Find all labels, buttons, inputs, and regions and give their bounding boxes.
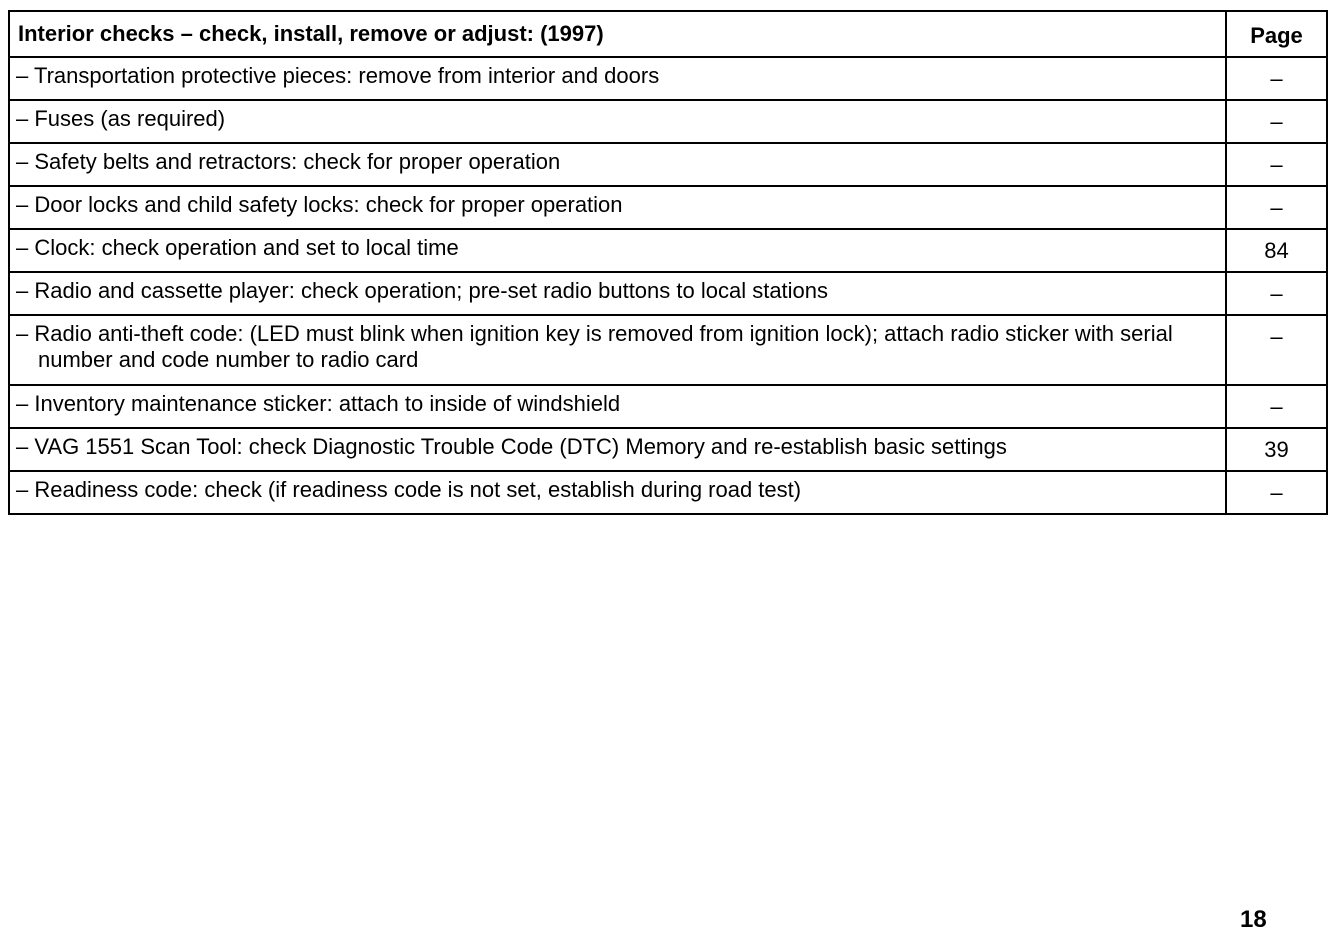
row-description-text: – Transportation protective pieces: remove from interior and doors [16, 63, 660, 88]
table-title: Interior checks – check, install, remove or adjust: (1997) [9, 11, 1226, 57]
table-row [9, 143, 1327, 186]
row-description [9, 100, 1226, 143]
table-row [9, 272, 1327, 315]
table-row [9, 229, 1327, 272]
table-row [9, 57, 1327, 100]
row-description-text: – Radio anti-theft code: (LED must blink when ignition key is removed from ignition lock); attach radio sticker with serial number and code number to radio card [16, 321, 1173, 372]
row-page-ref: – [1226, 100, 1327, 143]
row-page-ref: – [1226, 143, 1327, 186]
table-row [9, 186, 1327, 229]
row-description-text: – Fuses (as required) [16, 106, 226, 131]
interior-checks-table [8, 10, 1328, 515]
row-description [9, 315, 1226, 385]
row-description-text: – VAG 1551 Scan Tool: check Diagnostic Trouble Code (DTC) Memory and re-establish basic settings [16, 434, 1007, 459]
row-page-ref: – [1226, 471, 1327, 514]
row-page-ref: – [1226, 385, 1327, 428]
page-number: 18 [1240, 906, 1267, 933]
row-page-ref: 39 [1226, 428, 1327, 471]
table-row [9, 315, 1327, 385]
row-description [9, 428, 1226, 471]
table-row [9, 385, 1327, 428]
row-page-ref: – [1226, 315, 1327, 385]
table-header-row [9, 11, 1327, 57]
row-page-ref: – [1226, 57, 1327, 100]
row-page-ref: – [1226, 186, 1327, 229]
row-description [9, 186, 1226, 229]
row-description [9, 229, 1226, 272]
row-page-ref: 84 [1226, 229, 1327, 272]
page-column-header: Page [1226, 11, 1327, 57]
table-row [9, 471, 1327, 514]
row-description [9, 272, 1226, 315]
row-description [9, 143, 1226, 186]
row-description-text: – Safety belts and retractors: check for proper operation [16, 149, 561, 174]
row-description [9, 385, 1226, 428]
row-description-text: – Readiness code: check (if readiness code is not set, establish during road test) [16, 477, 802, 502]
row-description-text: – Door locks and child safety locks: check for proper operation [16, 192, 623, 217]
table-row [9, 428, 1327, 471]
row-description-text: – Radio and cassette player: check operation; pre-set radio buttons to local stations [16, 278, 829, 303]
row-description-text: – Inventory maintenance sticker: attach to inside of windshield [16, 391, 621, 416]
table-row [9, 100, 1327, 143]
row-description [9, 57, 1226, 100]
row-page-ref: – [1226, 272, 1327, 315]
row-description-text: – Clock: check operation and set to local time [16, 235, 459, 260]
row-description [9, 471, 1226, 514]
